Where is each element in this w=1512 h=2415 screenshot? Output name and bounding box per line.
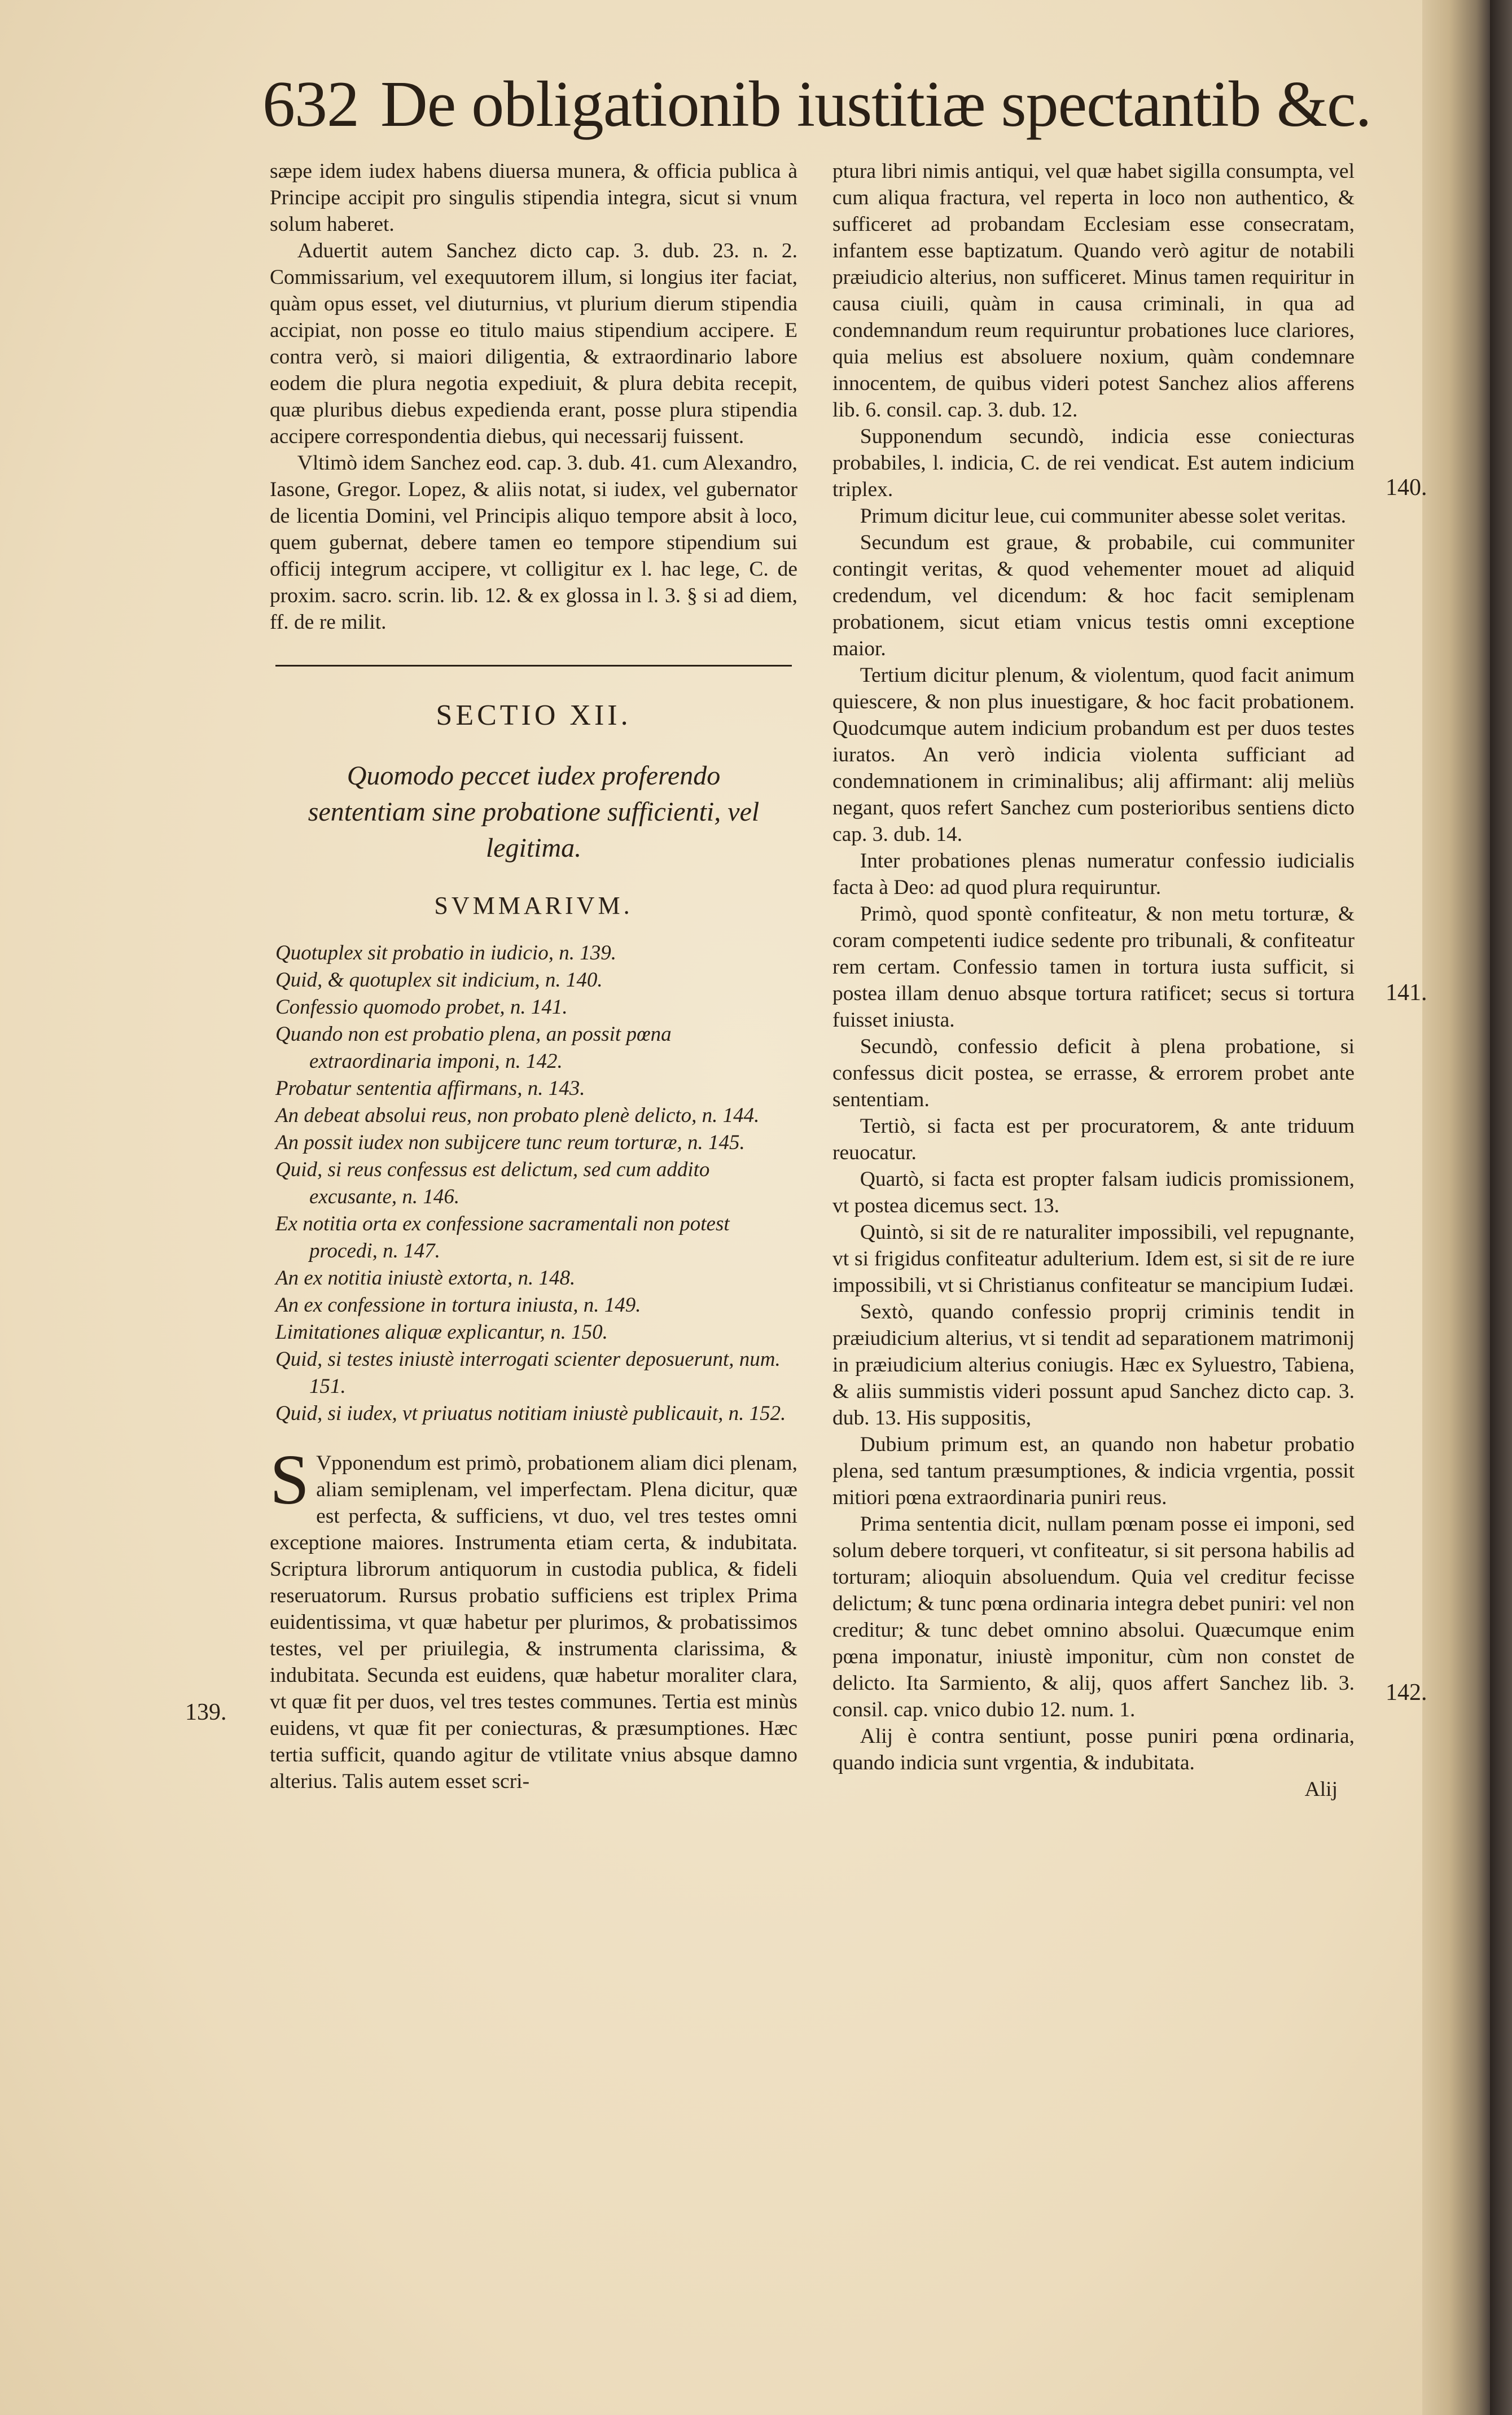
summary-title: SVMMARIVM. [434, 892, 633, 919]
margin-number: 140. [1386, 475, 1427, 501]
running-header [262, 62, 1369, 147]
paragraph: Dubium primum est, an quando non habetur probatio plena, sed tantum præsumptiones, & indicia vrgentia, possit mitiori pœna extraordinaria puniri reus. [832, 1433, 1355, 1509]
section-title: SECTIO XII. [436, 699, 632, 731]
paragraph: Aduertit autem Sanchez dicto cap. 3. dub. 23. n. 2. Commissarium, vel exequutorem illum, si longius iter faciat, quàm opus esset, vel diuturnius, vt plurium dierum stipendia accipiat, non posse eo titulo maius stipendium accipere. E contra verò, si maiori diligentia, & extraordinario labore eodem die plura negotia expediuit, & plura debita recepit, quæ pluribus diebus expedienda erant, posse plura stipendia accipere correspondentia diebus, qui necessarij fuissent. [270, 239, 797, 448]
paragraph: Inter probationes plenas numeratur confessio iudicialis facta à Deo: ad quod plura requiruntur. [832, 849, 1355, 899]
summary-item: An ex notitia iniustè extorta, n. 148. [275, 1266, 576, 1290]
page-number: 632 [262, 68, 359, 141]
summary-item: An debeat absolui reus, non probato plenè delicto, n. 144. [275, 1104, 760, 1127]
summary-item: Limitationes aliquæ explicantur, n. 150. [275, 1321, 608, 1344]
paragraph: Supponendum secundò, indicia esse coniecturas probabiles, l. indicia, C. de rei vendicat. Est autem indicium triplex. [832, 425, 1355, 501]
paragraph: Quartò, si facta est propter falsam iudicis promissionem, vt postea dicemus sect. 13. [832, 1168, 1355, 1217]
margin-number: 139. [185, 1699, 227, 1725]
summary-item: Ex notitia orta ex confessione sacramentali non potest procedi, n. 147. [275, 1212, 730, 1263]
main-paragraph-text: Vpponendum est primò, probationem aliam dici plenam, aliam semiplenam, vel imperfectam. Plena dicitur, quæ est perfecta, & sufficiens, vt duo, vel tres testes omni exceptione maiores. Instrumenta etiam certa, & indubitata. Scriptura librorum antiquorum in custodia publica, & fideli reseruatorum. Rursus probatio sufficiens est triplex Prima euidentissima, vt quæ habetur per plurimos, & probatissimos testes, vel per priuilegia, & instrumenta clarissima, & indubitata. Secunda est euidens, quæ habetur moraliter clara, vt quæ fit per duos, vel tres testes communes. Tertia est minùs euidens, vt quæ fit per coniecturas, & præsumptiones. Hæc tertia sufficit, quando agitur de vtilitate vnius absque damno alterius. Talis autem esset scri- [270, 1452, 797, 1793]
summary-item: Confessio quomodo probet, n. 141. [275, 996, 568, 1019]
summary-item: Quid, si reus confessus est delictum, sed cum addito excusante, n. 146. [275, 1158, 710, 1208]
paragraph: Quintò, si sit de re naturaliter impossibili, vel repugnante, vt si frigidus confiteatur adulterium. Idem est, si sit de re iure impossibili, vt si Christianus confiteatur se mancipium Iudæi. [832, 1221, 1355, 1297]
main-paragraph [270, 1441, 797, 1795]
summary-list [270, 940, 797, 1427]
summary-item: Quid, si iudex, vt priuatus notitiam iniustè publicauit, n. 152. [275, 1402, 786, 1425]
paragraph: Secundò, confessio deficit à plena probatione, si confessus dicit postea, se errasse, & errorem probet ante sententiam. [832, 1035, 1355, 1111]
catchword: Alij [1304, 1778, 1338, 1801]
margin-number: 142. [1386, 1680, 1427, 1706]
margin-number: 141. [1386, 980, 1427, 1006]
paragraph: Vltimò idem Sanchez eod. cap. 3. dub. 41. cum Alexandro, Iasone, Gregor. Lopez, & aliis notat, si iudex, vel gubernator de licentia Domini, vel Principis aliquo tempore absit à loco, quem gubernat, debere tamen eo tempore stipendium sui officij integrum accipere, vt colligitur ex l. hac lege, C. de proxim. sacro. scrin. lib. 12. & ex glossa in l. 3. § si ad diem, ff. de re milit. [270, 452, 797, 634]
summary-item: An ex confessione in tortura iniusta, n. 149. [275, 1294, 641, 1317]
right-column [832, 158, 1355, 1803]
running-title: De obligationib iustitiæ spectantib &c. [380, 68, 1371, 141]
paragraph: Sextò, quando confessio proprij criminis tendit in præiudicium alterius, vt si tendit ad separationem matrimonij in præiudicium alterius coniugis. Hæc ex Syluestro, Tabiena, & aliis summistis videri possunt apud Sanchez dicto cap. 3. dub. 13. His suppositis, [832, 1300, 1355, 1430]
section-subtitle: Quomodo peccet iudex proferendo sententiam sine probatione sufficienti, vel legitima. [308, 761, 760, 863]
dark-background-strip [1490, 0, 1512, 2415]
left-column [270, 158, 797, 1795]
paragraph: ptura libri nimis antiqui, vel quæ habet sigilla consumpta, vel cum aliqua fractura, vel reperta in loco non authentico, & sufficeret ad probandam Ecclesiam esse consecratam, infantem esse baptizatum. Quando verò agitur de notabili præiudicio alterius, non sufficeret. Minus tamen requiritur in causa ciuili, quàm in causa criminali, in qua ad condemnandum reum requiruntur probationes luce clariores, quia melius est absoluere noxium, quàm condemnare innocentem, de quibus videri potest Sanchez alios afferens lib. 6. consil. cap. 3. dub. 12. [832, 160, 1355, 422]
paragraph: Secundum est graue, & probabile, cui communiter contingit veritas, & quod vehementer mouet ad aliquid credendum, vel dicendum: & hoc facit semiplenam probationem, sicut etiam vnicus testis omni exceptione maior. [832, 531, 1355, 660]
summary-item: Quid, si testes iniustè interrogati scienter deposuerunt, num. 151. [275, 1348, 781, 1398]
paragraph: Alij è contra sentiunt, posse puniri pœna ordinaria, quando indicia sunt vrgentia, & indubitata. [832, 1725, 1355, 1774]
page-edge-shadow [1422, 0, 1490, 2415]
paragraph: Tertiò, si facta est per procuratorem, & ante triduum reuocatur. [832, 1115, 1355, 1164]
summary-item: Probatur sententia affirmans, n. 143. [275, 1077, 585, 1100]
summary-item: Quando non est probatio plena, an possit pœna extraordinaria imponi, n. 142. [275, 1023, 672, 1073]
section-divider [275, 665, 792, 667]
paragraph: Primum dicitur leue, cui communiter abesse solet veritas. [860, 505, 1346, 528]
summary-item: Quotuplex sit probatio in iudicio, n. 139. [275, 941, 616, 965]
paragraph: Prima sententia dicit, nullam pœnam posse ei imponi, sed solum debere torqueri, vt confiteatur, si sit persona habilis ad torturam; alioquin absoluendum. Quia vel creditur fecisse delictum; & tunc pœna ordinaria integra debet puniri: vel non creditur; & tunc debet omnino absolui. Quæcumque enim pœna imponatur, iniustè imponitur, cùm non constet de delicto. Ita Sarmiento, & alij, quos affert Sanchez lib. 3. consil. cap. vnico dubio 12. num. 1. [832, 1513, 1355, 1721]
summary-item: An possit iudex non subijcere tunc reum torturæ, n. 145. [275, 1131, 745, 1154]
paragraph: Primò, quod spontè confiteatur, & non metu torturæ, & coram competenti iudice sedente pro tribunali, & confiteatur rem certam. Confessio tamen in tortura iusta sufficit, si postea illam denuo absque tortura ratificet; secus si tortura fuisset iniusta. [832, 902, 1355, 1032]
paragraph: sæpe idem iudex habens diuersa munera, & officia publica à Principe accipit pro singulis stipendia integra, sicut si vnum solum haberet. [270, 160, 797, 236]
drop-cap: S [270, 1441, 310, 1519]
paragraph: Tertium dicitur plenum, & violentum, quod facit animum quiescere, & non plus inuestigare, & hoc facit probationem. Quodcumque autem indicium probandum est per duos testes iuratos. An verò indicia violenta sufficiant ad condemnationem in criminalibus; alij affirmant: alij meliùs negant, quos refert Sanchez cum posterioribus sentiens dicto cap. 3. dub. 14. [832, 664, 1355, 846]
summary-item: Quid, & quotuplex sit indicium, n. 140. [275, 968, 603, 992]
